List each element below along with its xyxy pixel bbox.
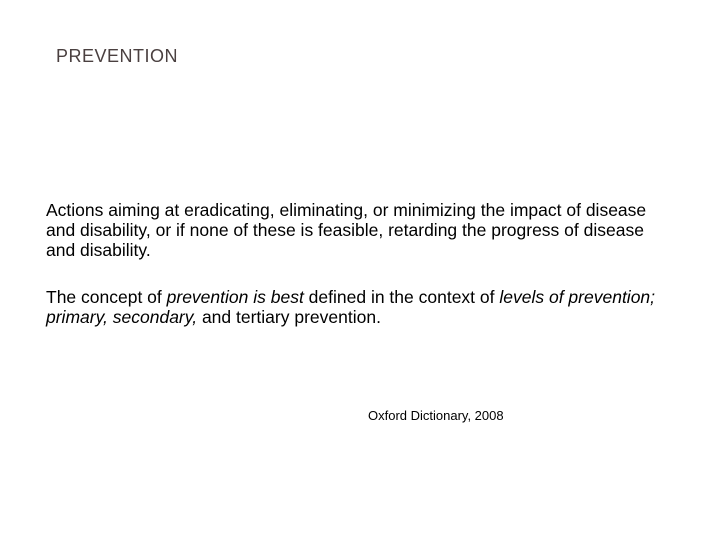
concept-emphasis-2: levels of prevention; primary, secondary,: [46, 287, 656, 327]
concept-text-1: The concept of: [46, 287, 167, 307]
concept-emphasis-1: prevention is best: [166, 287, 304, 307]
concept-text-3: and tertiary prevention.: [197, 307, 381, 327]
definition-paragraph: Actions aiming at eradicating, eliminating, or minimizing the impact of disease and disability, or if none of these is feasible, retarding the progress of disease and disability.: [46, 200, 647, 260]
concept-text-2: defined in the context of: [303, 287, 500, 307]
slide-title: PREVENTION: [56, 46, 179, 66]
concept-paragraph: [46, 287, 676, 327]
citation-source: Oxford Dictionary, 2008: [368, 408, 504, 423]
